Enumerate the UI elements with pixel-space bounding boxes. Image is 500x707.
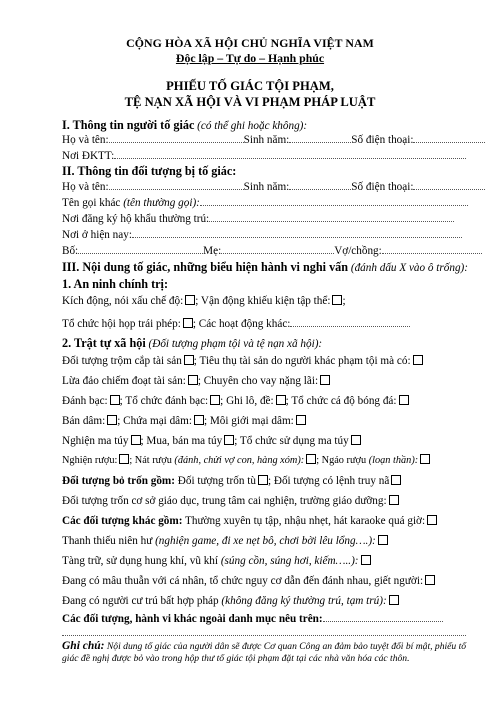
suspect-household-row — [62, 212, 468, 226]
other-behaviors-line — [62, 626, 468, 640]
section3-title: III. Nội dung tố giác, những biểu hiện hành vi nghi vấn — [62, 260, 349, 274]
delinquent-youth-label: Thanh thiếu niên hư — [62, 535, 153, 547]
reporter-phone-label: Số điện thoại: — [351, 134, 414, 146]
footnote — [62, 640, 472, 665]
household-label: Nơi đăng ký hộ khẩu thường trú: — [62, 213, 210, 225]
father-field[interactable] — [78, 244, 203, 254]
crime-row12 — [62, 574, 468, 588]
prostitution-label: Bán dâm: — [62, 415, 106, 427]
section3-note: (đánh dấu X vào ô trống): — [350, 262, 468, 274]
suspect-alias-row — [62, 196, 468, 210]
loitering-label: Thường xuyên tụ tập, nhậu nhẹt, hát karaoke quá giờ: — [185, 515, 426, 527]
reporter-name-label: Họ và tên: — [62, 134, 109, 146]
crime-row10 — [62, 534, 468, 548]
reporter-birth-field[interactable] — [289, 133, 351, 143]
illegal-residence-note: (không đăng ký thường trú, tạm trú): — [221, 595, 387, 607]
crime-row8 — [62, 494, 468, 508]
other-activities-label: ; Các hoạt động khác: — [192, 318, 291, 330]
drug-trade-checkbox[interactable] — [224, 435, 234, 445]
country-name: CỘNG HÒA XÃ HỘI CHỦ NGHĨA VIỆT NAM — [126, 36, 374, 50]
reporter-birth-label: Sinh năm: — [243, 134, 290, 146]
illegal-meeting-label: Tổ chức hội họp trái phép: — [62, 318, 181, 330]
residence-field[interactable] — [132, 228, 462, 238]
subsection2-note: (Đối tượng phạm tội và tệ nạn xã hội): — [148, 338, 323, 350]
escaped-prisoner-label: Đối tượng trốn tù — [177, 475, 256, 487]
drug-use-org-label: ; Tổ chức sử dụng ma túy — [234, 435, 349, 447]
crime-row11 — [62, 554, 468, 568]
section2-heading — [62, 164, 468, 179]
household-field[interactable] — [209, 212, 454, 222]
lottery-label: ; Ghi lô, đề: — [220, 395, 274, 407]
mother-field[interactable] — [221, 244, 334, 254]
section1-heading — [62, 118, 468, 133]
reporter-address-row — [62, 149, 468, 163]
suspect-name-label: Họ và tên: — [62, 181, 109, 193]
subsection1-heading — [62, 277, 468, 292]
section1-title: I. Thông tin người tố giác — [62, 118, 195, 132]
mother-label: Mẹ: — [203, 245, 222, 257]
suspect-phone-field[interactable] — [413, 180, 485, 190]
organize-gambling-checkbox[interactable] — [210, 395, 220, 405]
reporter-name-field[interactable] — [109, 133, 244, 143]
suspect-name-field[interactable] — [109, 180, 244, 190]
brothel-label: ; Chứa mại dâm: — [117, 415, 192, 427]
politics-row1 — [62, 294, 468, 308]
other-behaviors-field[interactable] — [323, 612, 443, 622]
form-title-line1: PHIẾU TỐ GIÁC TỘI PHẠM, — [166, 79, 334, 93]
incite-checkbox[interactable] — [185, 295, 195, 305]
crime-row4 — [62, 414, 468, 428]
fugitive-label: Đối tượng bỏ trốn gồm: — [62, 475, 175, 487]
crime-row5 — [62, 434, 468, 448]
petition-label: ; Vận động khiếu kiện tập thể: — [195, 295, 331, 307]
motto-text: Độc lập – Tự do – Hạnh phúc — [175, 51, 325, 65]
escaped-facility-checkbox[interactable] — [389, 495, 399, 505]
section2-title: II. Thông tin đối tượng bị tố giác: — [62, 164, 237, 178]
alias-label: Tên gọi khác — [62, 197, 121, 209]
motto — [0, 51, 500, 66]
gambling-label: Đánh bạc: — [62, 395, 108, 407]
suspect-birth-field[interactable] — [289, 180, 351, 190]
spouse-field[interactable] — [382, 244, 482, 254]
drunk-note: (đánh, chửi vợ con, hàng xóm): — [174, 455, 305, 466]
politics-row2 — [62, 317, 468, 331]
weapons-note: (súng cồn, súng hơi, kiếm…..): — [220, 555, 359, 567]
suspect-residence-row — [62, 228, 468, 242]
crime-row6 — [62, 454, 468, 468]
reporter-address-field[interactable] — [114, 149, 466, 159]
crime-row13 — [62, 594, 468, 608]
alcohol-psychosis-label: ; Ngáo rượu — [316, 455, 367, 466]
fraud-checkbox[interactable] — [188, 375, 198, 385]
crime-row7 — [62, 474, 468, 488]
suspect-birth-label: Sinh năm: — [243, 181, 290, 193]
conflict-label: Đang có mâu thuẫn với cá nhân, tổ chức nguy cơ dẫn đến đánh nhau, giết người: — [62, 575, 424, 587]
other-subjects-label: Các đối tượng khác gồm: — [62, 515, 183, 527]
petition-checkbox[interactable] — [332, 295, 342, 305]
theft-checkbox[interactable] — [184, 355, 194, 365]
stolen-goods-label: ; Tiêu thụ tài sản do người khác phạm tội mà có: — [193, 355, 411, 367]
suspect-info-row — [62, 180, 468, 194]
form-title-line2: TỆ NẠN XÃ HỘI VÀ VI PHẠM PHÁP LUẬT — [124, 95, 376, 109]
alias-field[interactable] — [200, 196, 468, 206]
loan-shark-label: ; Chuyên cho vay nặng lãi: — [197, 375, 319, 387]
subsection2-title: 2. Trật tự xã hội — [62, 336, 146, 350]
reporter-info-row — [62, 133, 468, 147]
incite-label: Kích động, nói xấu chế độ: — [62, 295, 184, 307]
escaped-facility-label: Đối tượng trốn cơ sở giáo dục, trung tâm cai nghiện, trường giáo dưỡng: — [62, 495, 387, 507]
alias-note: (tên thường gọi): — [123, 197, 200, 209]
wanted-label: ; Đối tượng có lệnh truy nã — [267, 475, 390, 487]
row-end: ; — [342, 295, 346, 307]
alcohol-addict-label: Nghiện rượu: — [62, 455, 118, 466]
reporter-phone-field[interactable] — [413, 133, 485, 143]
wanted-checkbox[interactable] — [391, 475, 401, 485]
crime-row9 — [62, 514, 468, 528]
delinquent-youth-note: (nghiện game, đi xe nẹt bô, chơi bời lêu lổng….): — [155, 535, 376, 547]
organize-gambling-label: ; Tổ chức đánh bạc: — [119, 395, 209, 407]
conflict-checkbox[interactable] — [425, 575, 435, 585]
drug-trade-label: ; Mua, bán ma túy — [140, 435, 223, 447]
drug-addict-checkbox[interactable] — [131, 435, 141, 445]
crime-row1 — [62, 354, 468, 368]
gambling-checkbox[interactable] — [110, 395, 120, 405]
brothel-checkbox[interactable] — [194, 415, 204, 425]
residence-label: Nơi ở hiện nay: — [62, 229, 132, 241]
prostitution-checkbox[interactable] — [107, 415, 117, 425]
other-behaviors-field-2[interactable] — [62, 626, 466, 636]
stolen-goods-checkbox[interactable] — [413, 355, 423, 365]
alcohol-psychosis-checkbox[interactable] — [420, 454, 430, 464]
subsection2-heading — [62, 336, 468, 351]
section1-note: (có thể ghi hoặc không): — [197, 120, 308, 132]
delinquent-youth-checkbox[interactable] — [378, 535, 388, 545]
other-behaviors-label: Các đối tượng, hành vi khác ngoài danh mục nêu trên: — [62, 613, 323, 625]
footnote-label: Ghi chú: — [62, 640, 105, 652]
drug-addict-label: Nghiện ma túy — [62, 435, 129, 447]
weapons-label: Tàng trữ, sử dụng hung khí, vũ khí — [62, 555, 219, 567]
father-label: Bố: — [62, 245, 79, 257]
football-betting-label: ; Tổ chức cá độ bóng đá: — [285, 395, 397, 407]
loan-shark-checkbox[interactable] — [320, 375, 330, 385]
suspect-phone-label: Số điện thoại: — [351, 181, 414, 193]
drunk-label: ; Nát rượu — [129, 455, 172, 466]
illegal-residence-label: Đang có người cư trú bất hợp pháp — [62, 595, 219, 607]
illegal-residence-checkbox[interactable] — [389, 595, 399, 605]
loitering-checkbox[interactable] — [427, 515, 437, 525]
pimping-label: ; Môi giới mại dâm: — [203, 415, 294, 427]
other-activities-field[interactable] — [290, 317, 410, 327]
footnote-text: Nội dung tố giác của người dân sẽ được Cơ quan Công an đảm bảo tuyệt đối bí mật, phiếu tố giác đề nghị được bỏ vào trong hộp thư tố giác tội phạm đặt tại các nhà văn hóa các thôn. — [62, 641, 467, 664]
reporter-address-label: Nơi ĐKTT: — [62, 150, 115, 162]
fraud-label: Lừa đảo chiếm đoạt tài sản: — [62, 375, 186, 387]
lottery-checkbox[interactable] — [276, 395, 286, 405]
illegal-meeting-checkbox[interactable] — [183, 318, 193, 328]
drunk-checkbox[interactable] — [306, 454, 316, 464]
theft-label: Đối tượng trộm cắp tài sản — [62, 355, 182, 367]
suspect-family-row — [62, 244, 468, 258]
drug-use-org-checkbox[interactable] — [351, 435, 361, 445]
weapons-checkbox[interactable] — [361, 555, 371, 565]
crime-row3 — [62, 394, 468, 408]
subsection1-title: 1. An ninh chính trị: — [62, 277, 168, 291]
spouse-label: Vợ/chồng: — [334, 245, 382, 257]
section3-heading — [62, 260, 468, 275]
pimping-checkbox[interactable] — [296, 415, 306, 425]
football-betting-checkbox[interactable] — [399, 395, 409, 405]
crime-row2 — [62, 374, 468, 388]
alcohol-psychosis-note: (loạn thần): — [368, 455, 419, 466]
crime-row14 — [62, 612, 468, 626]
alcohol-addict-checkbox[interactable] — [119, 454, 129, 464]
escaped-prisoner-checkbox[interactable] — [258, 475, 268, 485]
